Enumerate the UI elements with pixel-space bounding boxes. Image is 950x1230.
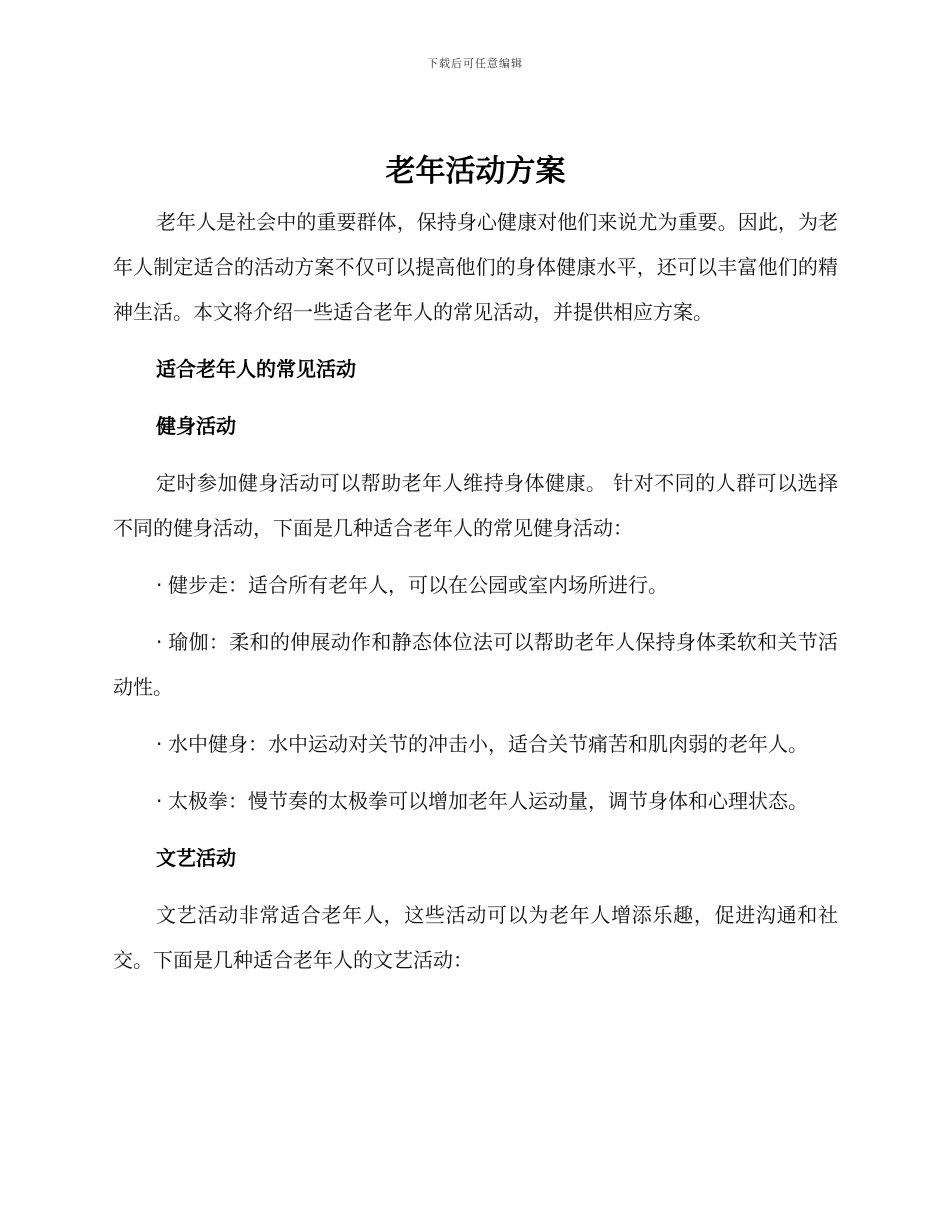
bullet-icon: · — [156, 732, 163, 756]
fitness-bullet-text: 水中健身：水中运动对关节的冲击小，适合关节痛苦和肌肉弱的老年人。 — [168, 732, 808, 756]
fitness-bullet-item — [113, 779, 838, 824]
fitness-bullet-item — [113, 722, 838, 767]
fitness-heading: 健身活动 — [156, 414, 236, 438]
fitness-bullet-text: 健步走：适合所有老年人，可以在公园或室内场所进行。 — [168, 573, 668, 597]
section-heading: 适合老年人的常见活动 — [156, 357, 356, 381]
fitness-intro-paragraph: 定时参加健身活动可以帮助老年人维持身体健康。 针对不同的人群可以选择不同的健身活动，下面是几种适合老年人的常见健身活动： — [113, 471, 838, 540]
arts-heading: 文艺活动 — [156, 846, 236, 870]
document-title: 老年活动方案 — [385, 154, 566, 189]
bullet-icon: · — [156, 573, 163, 597]
fitness-bullet-text: 太极拳：慢节奏的太极拳可以增加老年人运动量，调节身体和心理状态。 — [168, 789, 808, 813]
bullet-icon: · — [156, 630, 163, 654]
arts-intro-paragraph: 文艺活动非常适合老年人，这些活动可以为老年人增添乐趣，促进沟通和社交。下面是几种适合老年人的文艺活动： — [113, 903, 838, 972]
fitness-bullet-text: 瑜伽：柔和的伸展动作和静态体位法可以帮助老年人保持身体柔软和关节活动性。 — [113, 630, 838, 699]
header-note: 下载后可任意编辑 — [427, 57, 523, 70]
fitness-bullet-item — [113, 563, 838, 608]
intro-paragraph: 老年人是社会中的重要群体，保持身心健康对他们来说尤为重要。因此，为老年人制定适合的活动方案不仅可以提高他们的身体健康水平，还可以丰富他们的精神生活。本文将介绍一些适合老年人的常见活动，并提供相应方案。 — [113, 210, 838, 324]
document-body — [113, 150, 838, 995]
bullet-icon: · — [156, 789, 163, 813]
fitness-bullet-item — [113, 620, 838, 710]
